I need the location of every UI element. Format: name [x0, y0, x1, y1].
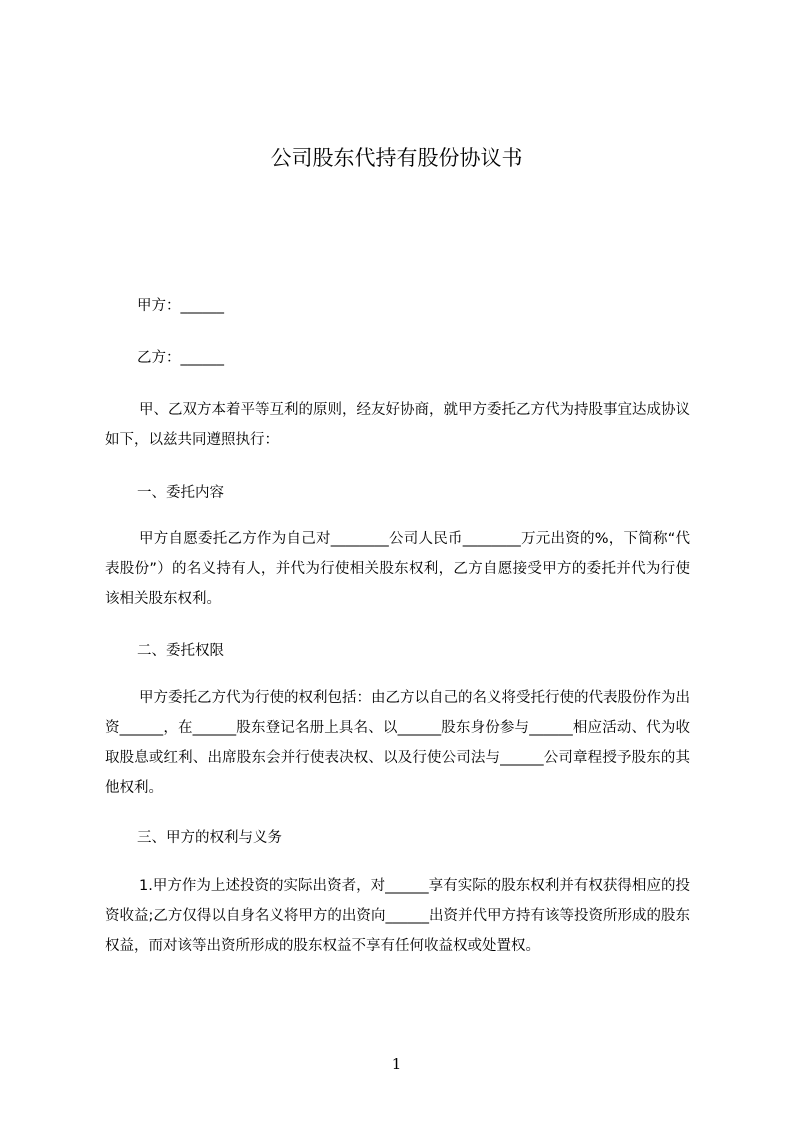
section-heading: 一、委托内容 — [137, 485, 224, 501]
section-body: 甲方委托乙方代为行使的权利包括：由乙方以自己的名义将受托行使的代表股份作为出资______，在______股东登记名册上具名、以______股东身份参与______相应活动、代为收取股息或红利、出席股东会并行使表决权、以及行使公司法与______公司章程授予股东的其他权利。 — [105, 690, 690, 796]
document-title: 公司股东代持有股份协议书 — [270, 146, 523, 170]
page-number: 1 — [391, 1055, 402, 1073]
section-heading: 三、甲方的权利与义务 — [137, 830, 282, 846]
party-a-line: 甲方：______ — [137, 298, 224, 314]
section-body: 1.甲方作为上述投资的实际出资者，对______享有实际的股东权利并有权获得相应的投资收益;乙方仅得以自身名义将甲方的出资向______出资并代甲方持有该等投资所形成的股东权益，而对该等出资所形成的股东权益不享有任何收益权或处置权。 — [105, 878, 690, 954]
party-b-line: 乙方：______ — [137, 350, 224, 366]
intro-paragraph: 甲、乙双方本着平等互利的原则，经友好协商，就甲方委托乙方代为持股事宜达成协议如下，以兹共同遵照执行： — [105, 402, 690, 448]
section-body: 甲方自愿委托乙方作为自己对________公司人民币________万元出资的%，下简称“代表股份”）的名义持有人，并代为行使相关股东权利，乙方自愿接受甲方的委托并代为行使该相关股东权利。 — [105, 531, 690, 607]
section-heading: 二、委托权限 — [137, 643, 224, 659]
